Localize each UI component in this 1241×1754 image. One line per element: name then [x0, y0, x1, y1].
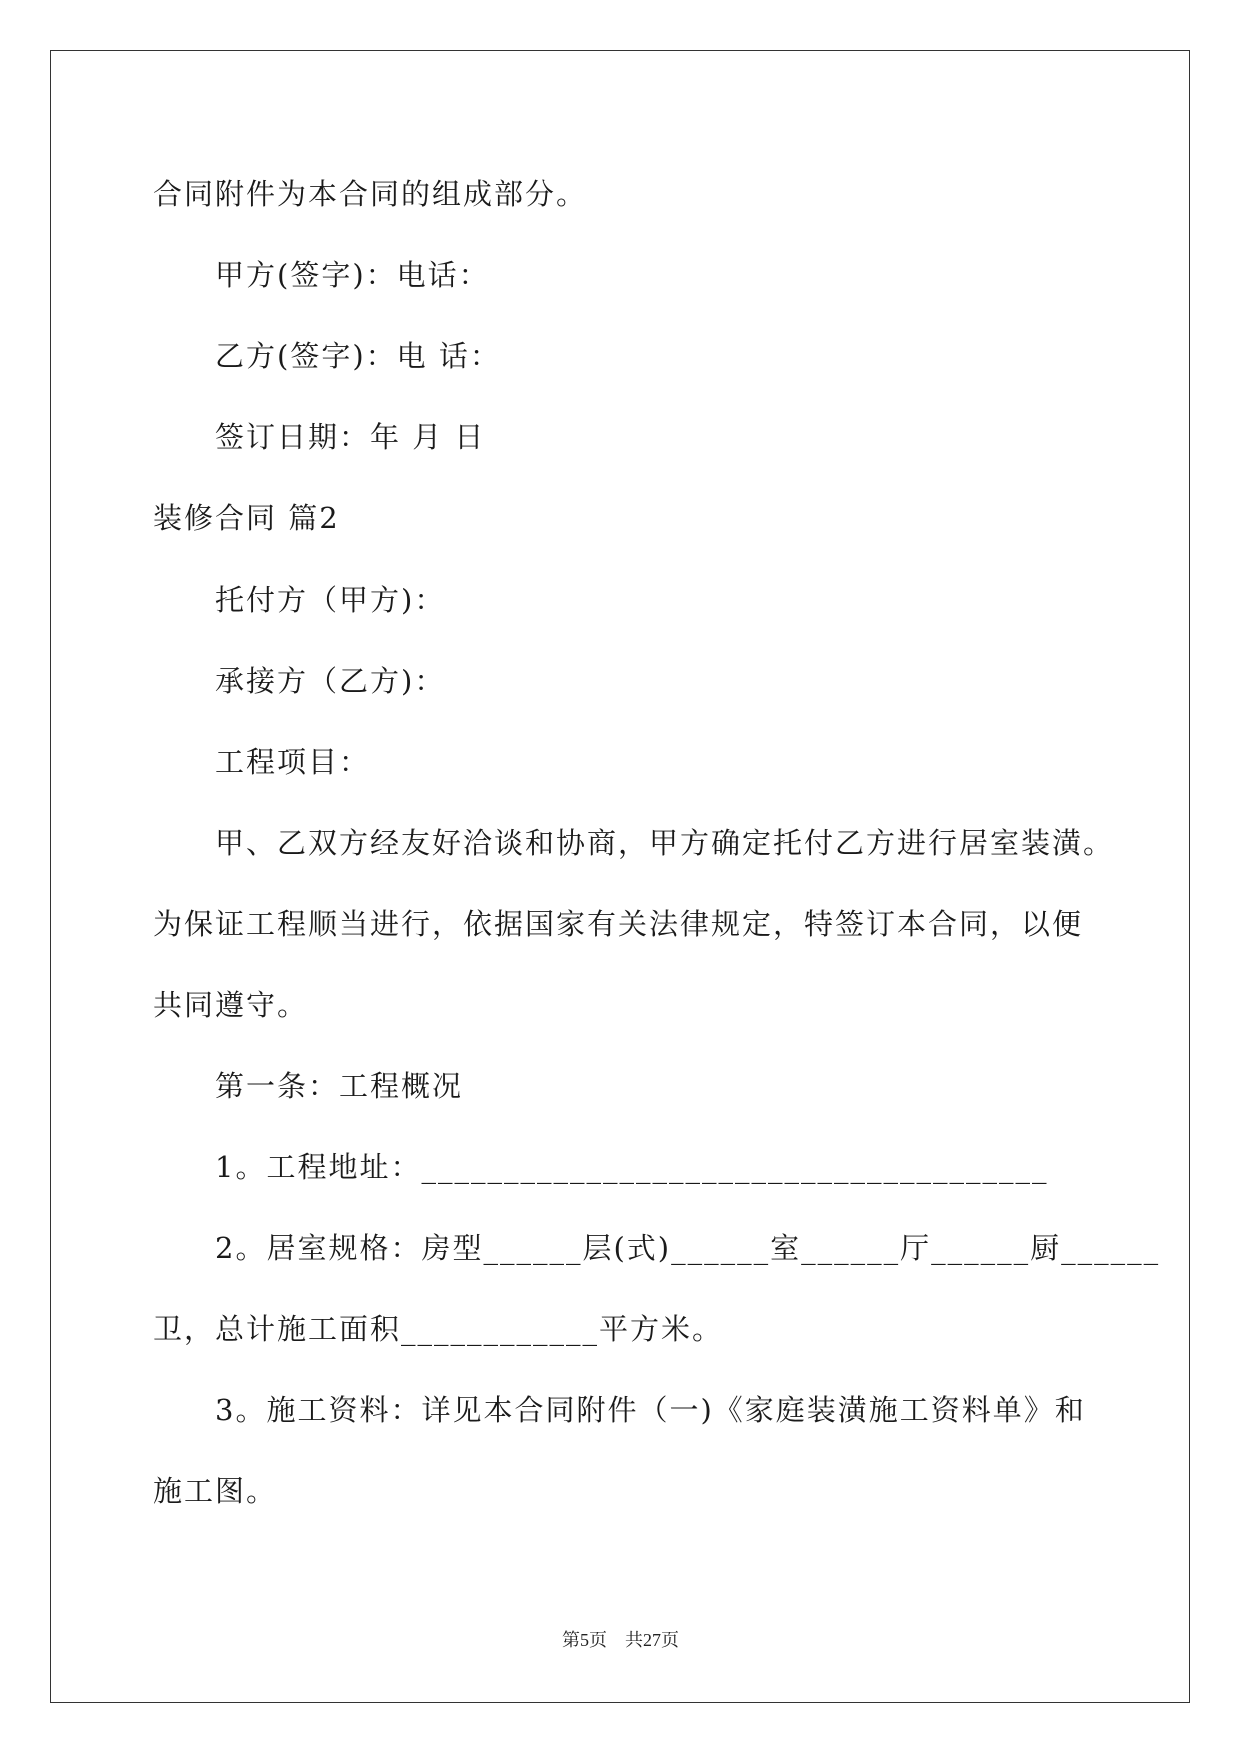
page-number: 第5页 共27页	[562, 1630, 679, 1650]
text-line-signing-date: 签订日期：年 月 日	[215, 420, 486, 454]
text-line-client: 托付方（甲方)：	[215, 583, 446, 617]
text-line-contractor: 承接方（乙方)：	[215, 664, 446, 698]
paragraph-line: 共同遵守。	[153, 988, 309, 1022]
text-line-project: 工程项目：	[215, 745, 371, 779]
text-line-room-spec: 2。居室规格：房型______层(式)______室______厅______厨______	[215, 1231, 1161, 1265]
text-line-drawings: 施工图。	[153, 1474, 278, 1508]
text-line-party-a-signature: 甲方(签字)：电话：	[215, 258, 490, 292]
text-line-attachment-note: 合同附件为本合同的组成部分。	[153, 177, 588, 211]
paragraph-line: 为保证工程顺当进行，依据国家有关法律规定，特签订本合同，以便	[153, 907, 1084, 941]
page-border	[50, 50, 1190, 1703]
paragraph-line: 甲、乙双方经友好洽谈和协商，甲方确定托付乙方进行居室装潢。	[215, 826, 1115, 860]
text-line-address: 1。工程地址：______________________________________	[215, 1150, 1049, 1184]
text-line-materials: 3。施工资料：详见本合同附件（一)《家庭装潢施工资料单》和	[215, 1393, 1086, 1427]
text-line-party-b-signature: 乙方(签字)：电 话：	[215, 339, 501, 373]
section-heading: 装修合同 篇2	[153, 501, 340, 535]
article-heading: 第一条：工程概况	[215, 1069, 464, 1103]
text-line-area: 卫，总计施工面积____________平方米。	[153, 1312, 724, 1346]
